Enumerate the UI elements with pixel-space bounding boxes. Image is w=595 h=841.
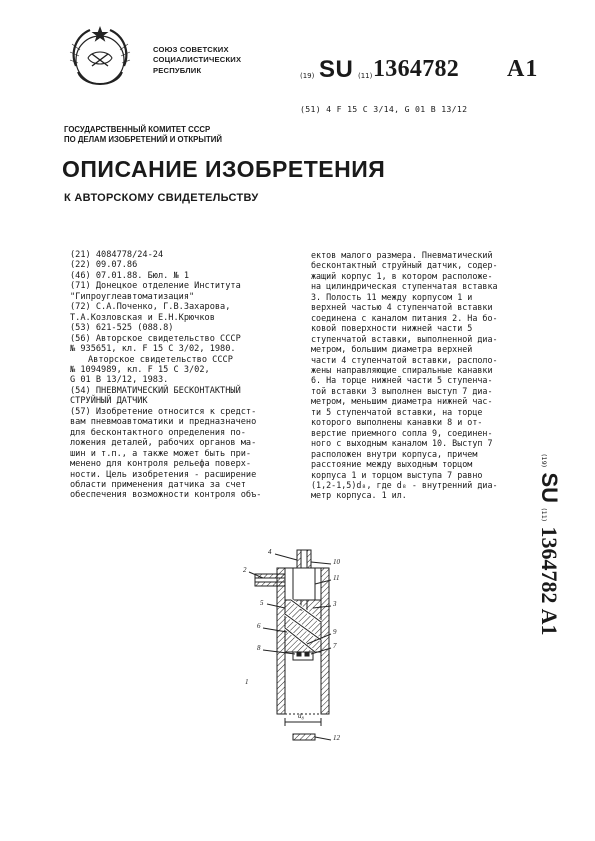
side-document-number (530, 454, 570, 694)
figure-label: 11 (333, 574, 340, 582)
biblio-line: № 935651, кл. F 15 C 3/02, 1980. (70, 344, 236, 355)
abstract-line: ложения деталей, рабочих органов ма- (70, 438, 257, 449)
biblio-line: Авторское свидетельство СССР (88, 354, 233, 365)
abstract-line: 3. Полость 11 между корпусом 1 и (311, 291, 473, 302)
biblio-line: G 01 B 13/12, 1983. (70, 375, 169, 386)
biblio-line: (71) Донецкое отделение Института (70, 281, 241, 292)
state-name-line: СОЮЗ СОВЕТСКИХ (153, 45, 229, 54)
inid-code-19: (19) (300, 72, 315, 80)
document-title: ОПИСАНИЕ ИЗОБРЕТЕНИЯ (62, 156, 386, 182)
technical-drawing (235, 544, 355, 744)
abstract-line: жены направляющие спиральные канавки (311, 364, 493, 375)
figure-label: 10 (333, 558, 340, 566)
abstract-line: метр корпуса. 1 ил. (311, 490, 407, 501)
figure-label: 9 (333, 628, 337, 636)
abstract-line: ковой поверхности нижней части 5 (311, 323, 473, 334)
abstract-line: шин и т.п., а также может быть при- (70, 448, 252, 459)
abstract-line: ности. Цель изобретения - расширение (70, 469, 257, 480)
abstract-line: жащий корпус 1, в котором расположе- (311, 270, 493, 281)
abstract-line: обеспечения возможности контроля объ- (70, 490, 262, 501)
biblio-line: Т.А.Козловская и Е.Н.Крючков (70, 312, 215, 323)
state-name (153, 45, 293, 76)
abstract-line: которого выполнены канавки 8 и от- (311, 417, 483, 428)
biblio-line: № 1094989, кл. F 15 C 3/02, (70, 364, 210, 375)
abstract-line: метром, меньшим диаметра нижней час- (311, 396, 493, 407)
abstract-line: ектов малого размера. Пневматический (311, 250, 493, 260)
biblio-line: (72) С.А.Поченко, Г.В.Захарова, (70, 302, 231, 313)
abstract-line: верстие приемного сопла 9, соединен- (311, 427, 493, 438)
figure-label: 2 (243, 566, 247, 574)
ussr-emblem-icon (62, 22, 138, 98)
figure-label: 6 (257, 622, 261, 630)
biblio-line: (22) 09.07.86 (70, 260, 138, 271)
biblio-line: (54) ПНЕВМАТИЧЕСКИЙ БЕСКОНТАКТНЫЙ (70, 385, 241, 396)
figure-label: 3 (333, 600, 337, 608)
state-name-line: СОЦИАЛИСТИЧЕСКИХ (153, 55, 242, 65)
side-inid-code-19: (19) (540, 454, 548, 468)
abstract-line: вам пневмоавтоматики и предназначено (70, 417, 257, 428)
document-number-block (300, 58, 580, 88)
abstract-line: корпуса 1 и торцом выступа 7 равно (311, 469, 483, 480)
biblio-line: (53) 621-525 (088.8) (70, 323, 174, 334)
biblio-line: (21) 4084778/24-24 (70, 250, 164, 260)
biblio-line: (56) Авторское свидетельство СССР (70, 333, 241, 344)
biblio-line: СТРУЙНЫЙ ДАТЧИК (70, 396, 148, 407)
committee-line: ПО ДЕЛАМ ИЗОБРЕТЕНИЙ И ОТКРЫТИЙ (64, 135, 222, 144)
figure-label: 12 (333, 734, 340, 742)
abstract-line: 6. На торце нижней части 5 ступенча- (311, 375, 493, 386)
abstract-line: для бесконтактного определения по- (70, 427, 246, 438)
abstract-line: (57) Изобретение относится к средст- (70, 406, 257, 417)
state-name-line: РЕСПУБЛИК (153, 65, 202, 75)
abstract-line: ти 5 ступенчатой вставки, на торце (311, 406, 483, 417)
figure-label: 8 (257, 644, 261, 652)
side-country-code: SU (537, 472, 562, 503)
abstract-line: менено для контроля рельефа поверх- (70, 459, 252, 470)
abstract-line: расположен внутри корпуса, причем (311, 448, 478, 459)
abstract-line: метром, большим диаметра верхней (311, 344, 473, 355)
abstract-line: соединена с каналом питания 2. На бо- (311, 312, 498, 323)
committee-line: ГОСУДАРСТВЕННЫЙ КОМИТЕТ СССР (64, 125, 211, 134)
figure-dimension-label: d₈ (298, 712, 304, 720)
abstract-continuation (311, 250, 561, 501)
figure-label: 5 (260, 599, 264, 607)
abstract-line: области применения датчика за счет (70, 479, 246, 490)
issuing-committee (64, 125, 324, 145)
side-document-number-value: 1364782 (537, 526, 562, 604)
inid-code-11: (11) (358, 72, 373, 80)
abstract-line: бесконтактный струйный датчик, содер- (311, 260, 498, 271)
biblio-line: "Гипроуглеавтоматизация" (70, 291, 195, 302)
document-subtitle: К АВТОРСКОМУ СВИДЕТЕЛЬСТВУ (64, 192, 259, 204)
figure-label: 1 (245, 678, 249, 686)
document-kind: A1 (507, 56, 539, 82)
figure-label: 4 (268, 548, 272, 556)
abstract-line: части 4 ступенчатой вставки, располо- (311, 354, 498, 365)
country-code: SU (319, 56, 354, 83)
abstract-line: расстояние между выходным торцом (311, 459, 473, 470)
abstract-line: верхней частью 4 ступенчатой вставки (311, 302, 493, 313)
side-inid-code-11: (11) (540, 508, 548, 522)
side-document-kind: A1 (537, 608, 562, 636)
abstract-line: той вставки 3 выполнен выступ 7 диа- (311, 385, 493, 396)
figure-label: 7 (333, 642, 337, 650)
biblio-line: (46) 07.01.88. Бюл. № 1 (70, 270, 189, 281)
abstract-line: на цилиндрическая ступенчатая вставка (311, 281, 498, 292)
document-number: 1364782 (373, 56, 460, 82)
bibliographic-data (70, 250, 310, 501)
classification-mpk: (51) 4 F 15 C 3/14, G 01 B 13/12 (300, 104, 468, 114)
abstract-line: (1,2-1,5)d₈, где d₈ - внутренний диа- (311, 479, 498, 490)
abstract-line: ступенчатой вставки, выполненной диа- (311, 333, 498, 344)
abstract-line: ного с выходным каналом 10. Выступ 7 (311, 438, 493, 449)
